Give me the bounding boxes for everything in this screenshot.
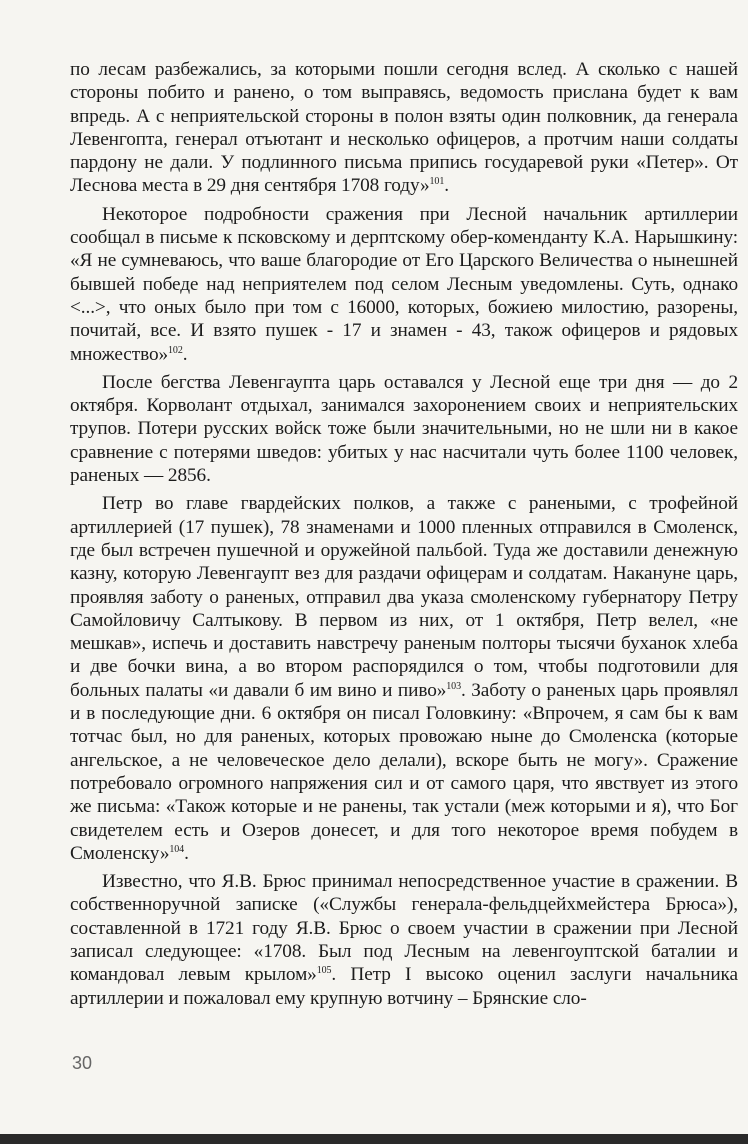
paragraph-2: Некоторое подробности сражения при Лесной начальник артиллерии сообщал в письме к псковскому и дерптскому обер-коменданту К.А. Нарышкину: «Я не сумневаюсь, что ваше благородие от Его Царского Величества о нынешней бывшей победе над неприятелем под селом Лесным уведомлены. Суть, однако <...>, что оных было при том с 16000, которых, божиею милостию, разорены, почитай, все. И взято пушек - 17 и знамен - 43, також офицеров и рядовых множество»$^{102}$. [70,203,738,365]
paragraph-4 [70,492,738,865]
paragraph-1-text: по лесам разбежались, за которыми пошли сегодня вслед. А сколько с нашей стороны побито и ранено, о том выправясь, ведомость прислана будет к вам впредь. А с неприятельской стороны в полон взяты один полковник, да генерала Левенгопта, генерал отъютант и несколько офицеров, а протчим наши солдаты пардону не дали. У подлинного письма припись государевой руки «Петер». От Леснова места в 29 дня сентября 1708 году» [70,59,738,197]
page-number: 30 [72,1053,93,1073]
paragraph-4-text-c: . [184,842,189,864]
paragraph-5 [70,870,738,1010]
paragraph-3-text: После бегства Левенгаупта царь оставался у Лесной еще три дня — до 2 октября. Корволант отдыхал, занимался захоронением своих и неприятельских трупов. Потери русских войск тоже были значительными, но не шли ни в какое сравнение с потерями шведов: убитых у нас насчитали чуть более 1100 человек, раненых — 2856. [70,371,738,487]
body-text [70,58,738,1015]
paragraph-3 [70,371,738,487]
footnote-ref-101: 101 [429,176,445,188]
footnote-ref-105: 105 [316,965,332,977]
paragraph-4-text-b: . Заботу о раненых царь проявлял и в последующие дни. 6 октября он писал Головкину: «Впрочем, я сам бы к вам тотчас был, но для раненых, которых провожаю ныне до Смоленска (которые ангельское, а не человеческое дело делали), вскоре быть не могу». Сражение потребовало огромного напряжения сил и от самого царя, что явствует из этого же письма: «Також которые и не ранены, так устали (меж которыми и я), что Бог свидетелем есть и Озеров донесет, и для того некоторое время побудем в Смоленску» [70,679,739,864]
footnote-ref-103: 103 [446,680,461,692]
footnote-ref-102: 102 [168,344,183,356]
paragraph-4-text-a: Петр во главе гвардейских полков, а также с ранеными, с трофейной артиллерией (17 пушек), 78 знаменами и 1000 пленных отправился в Смоленск, где был встречен пушечной и оружейной пальбой. Туда же доставили денежную казну, которую Левенгаупт вез для раздачи офицерам и солдатам. Накануне царь, проявляя заботу о раненых, отправил два указа смоленскому губернатору Петру Самойловичу Салтыкову. В первом из них, от 1 октября, Петр велел, «не мешкав», испечь и доставить навстречу раненым полторы тысячи буханок хлеба и две бочки вина, а во втором распорядился о том, чтобы подготовили для больных палаты «и давали б им вино и пиво» [70,493,738,701]
paragraph-5-text-a: Известно, что Я.В. Брюс принимал непосредственное участие в сражении. В собственноручной записке («Службы генерала-фельдцейхмейстера Брюса»), составленной в 1721 году Я.В. Брюс о своем участии в сражении при Лесной записал следующее: «1708. Был под Лесным на левенгоуптской баталии и командовал левым крылом» [70,871,738,986]
scan-edge [0,1134,748,1144]
paragraph-2-text: Некоторое подробности сражения при Лесной начальник артиллерии сообщал в письме к псковскому и дерптскому обер-коменданту К.А. Нарышкину: «Я не сумневаюсь, что ваше благородие от Его Царского Величества о нынешней бывшей победе над неприятелем под селом Лесным уведомлены. Суть, однако <...>, что оных было при том с 16000, которых, божиею милостию, разорены, почитай, все. И взято пушек - 17 и знамен - 43, також офицеров и рядовых множество» [70,203,738,365]
paragraph-5-text-b: . Петр I высоко оценил заслуги начальника артиллерии и пожаловал ему крупную вотчину – Брянские сло- [70,964,738,1009]
paragraph-1: по лесам разбежались, за которыми пошли сегодня вслед. А сколько с нашей стороны побито и ранено, о том выправясь, ведомость прислана будет к вам впредь. А с неприятельской стороны в полон взяты один полковник, да генерала Левенгопта, генерал отъютант и несколько офицеров, а протчим наши солдаты пардону не дали. У подлинного письма припись государевой руки «Петер». От Леснова места в 29 дня сентября 1708 году»$^{101}$. [70,59,738,197]
footnote-ref-104: 104 [169,843,185,855]
